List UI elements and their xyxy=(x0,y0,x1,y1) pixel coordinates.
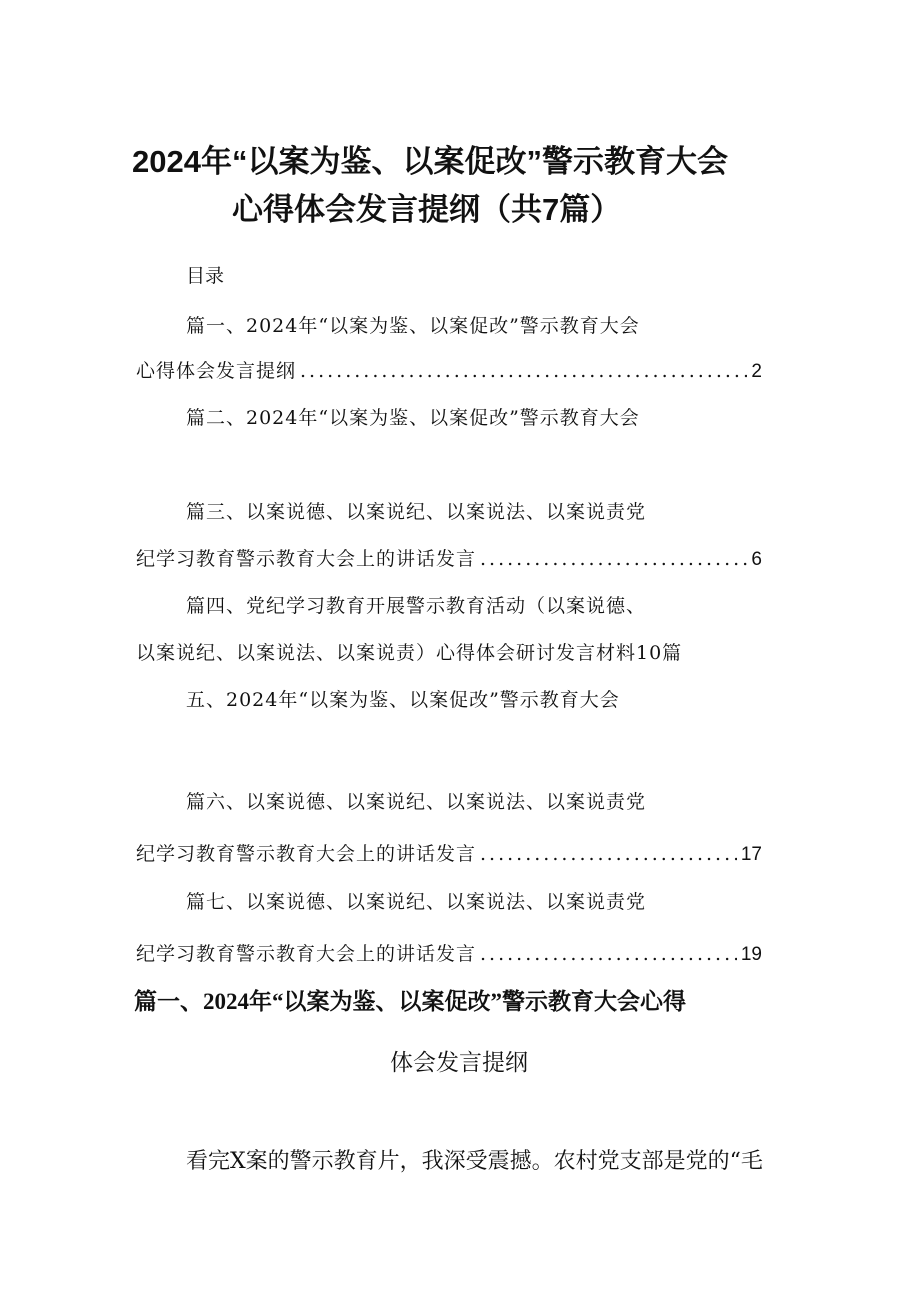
toc-entry-4-line-1[interactable]: 篇四、党纪学习教育开展警示教育活动（以案说德、 xyxy=(186,595,647,617)
toc-entry-1-text: 心得体会发言提纲 xyxy=(136,360,297,382)
document-title-line-1: 2024年“以案为鉴、以案促改”警示教育大会 xyxy=(132,144,728,179)
section-one-title-line-2: 体会发言提纲 xyxy=(390,1049,528,1075)
toc-heading: 目录 xyxy=(186,265,225,287)
toc-entry-5-line-1[interactable]: 五、2024年“以案为鉴、以案促改”警示教育大会 xyxy=(186,689,620,711)
toc-entry-7-dot-leader xyxy=(480,940,737,968)
toc-entry-6-page: 17 xyxy=(740,844,762,865)
section-one-paragraph: 看完X案的警示教育片，我深受震撼。农村党支部是党的“毛 xyxy=(186,1149,763,1174)
toc-entry-6-text: 纪学习教育警示教育大会上的讲话发言 xyxy=(136,843,477,865)
toc-entry-7-line-1[interactable]: 篇七、以案说德、以案说纪、以案说法、以案说责党 xyxy=(186,891,647,913)
toc-entry-3-dot-leader xyxy=(480,545,747,573)
toc-entry-3-line-1[interactable]: 篇三、以案说德、以案说纪、以案说法、以案说责党 xyxy=(186,501,647,523)
toc-entry-6-line-2[interactable] xyxy=(136,840,762,869)
toc-entry-7-page: 19 xyxy=(740,944,762,965)
toc-entry-1-page: 2 xyxy=(751,361,762,382)
toc-entry-2-line-1[interactable]: 篇二、2024年“以案为鉴、以案促改”警示教育大会 xyxy=(186,407,640,429)
document-title-line-2: 心得体会发言提纲（共7篇） xyxy=(232,192,622,227)
toc-entry-1-line-1[interactable]: 篇一、2024年“以案为鉴、以案促改”警示教育大会 xyxy=(186,315,640,337)
toc-entry-3-page: 6 xyxy=(751,549,762,570)
toc-entry-1-line-2[interactable] xyxy=(136,357,762,386)
toc-entry-3-line-2[interactable] xyxy=(136,545,762,574)
toc-entry-1-dot-leader xyxy=(300,357,747,385)
toc-entry-7-text: 纪学习教育警示教育大会上的讲话发言 xyxy=(136,943,477,965)
toc-entry-3-text: 纪学习教育警示教育大会上的讲话发言 xyxy=(136,548,477,570)
toc-entry-6-dot-leader xyxy=(480,840,737,868)
toc-entry-6-line-1[interactable]: 篇六、以案说德、以案说纪、以案说法、以案说责党 xyxy=(186,791,647,813)
toc-entry-7-line-2[interactable] xyxy=(136,940,762,969)
section-one-title-line-1: 篇一、2024年“以案为鉴、以案促改”警示教育大会心得 xyxy=(134,989,686,1014)
toc-entry-4-line-2[interactable]: 以案说纪、以案说法、以案说责）心得体会研讨发言材料10篇 xyxy=(136,642,683,664)
